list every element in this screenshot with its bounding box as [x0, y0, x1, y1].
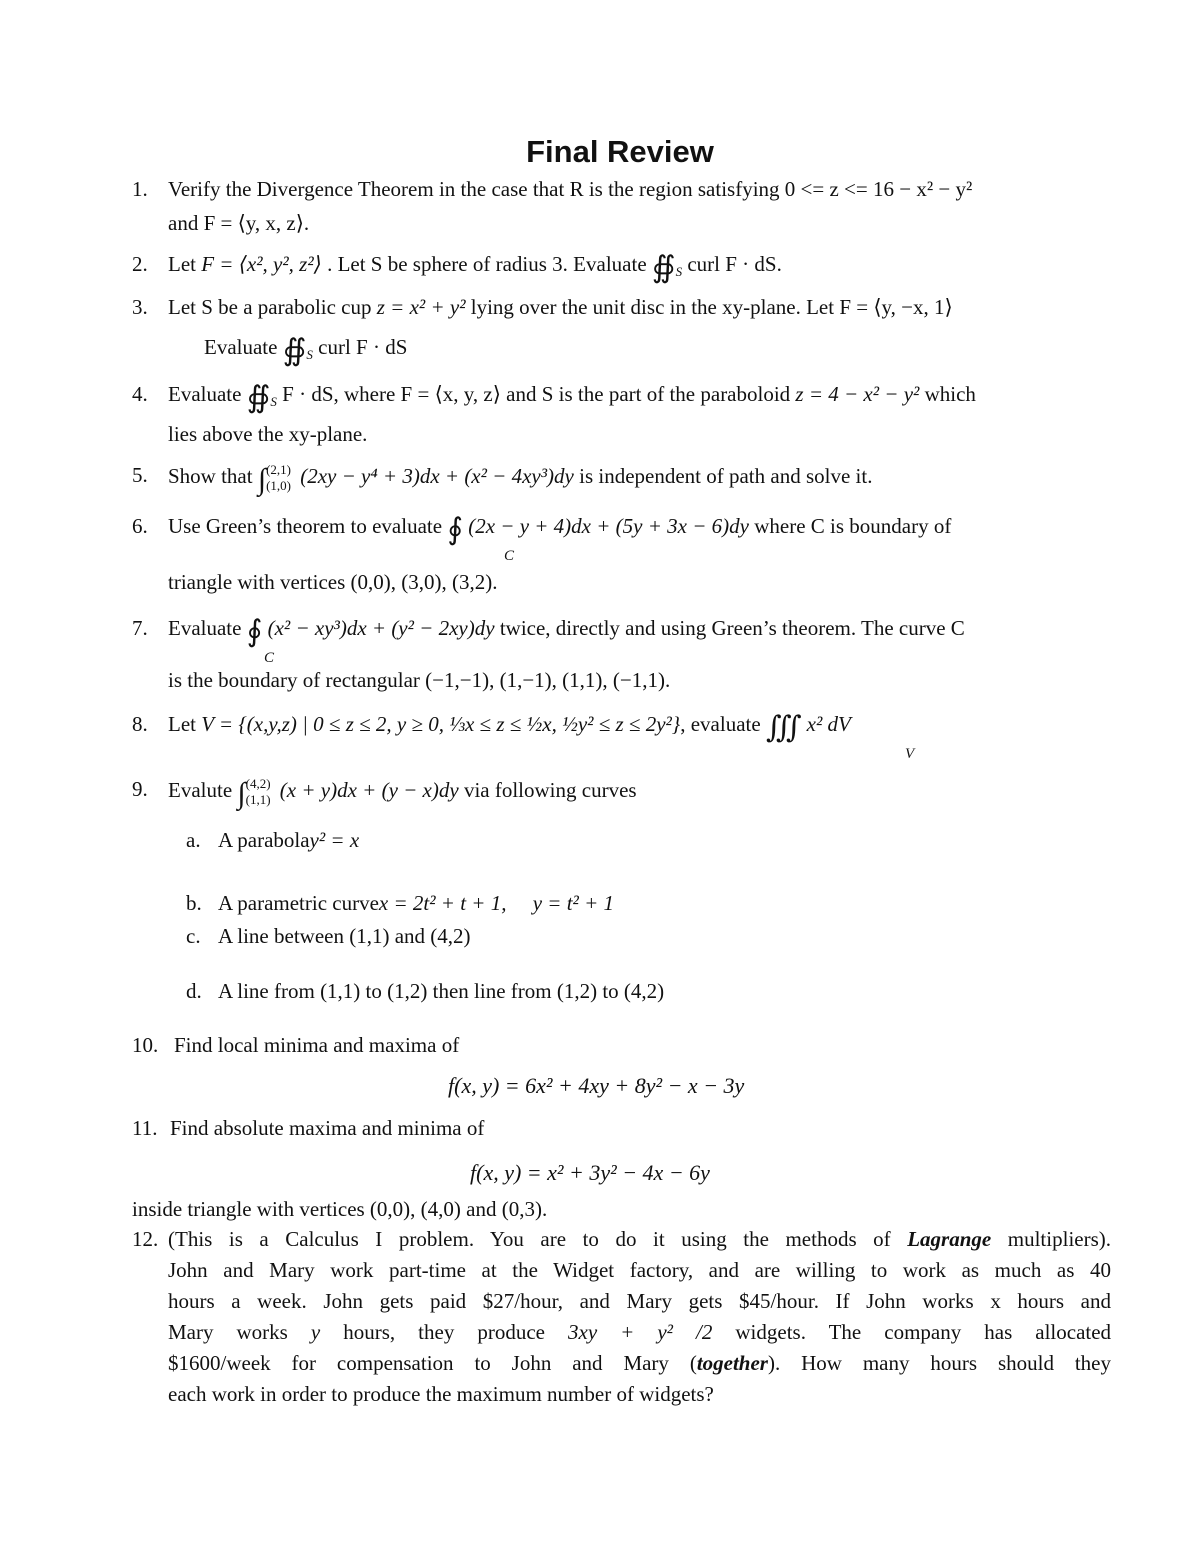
q3-line2: Evaluate $∯_S$ curl F · dS	[204, 334, 408, 367]
q1-number: 1.	[132, 177, 148, 201]
q8-integrand: x² dV	[806, 712, 851, 736]
q9-line	[168, 776, 637, 808]
q6-text-b: where C is boundary of	[754, 514, 952, 538]
q10-text: Find local minima and maxima of	[174, 1033, 460, 1057]
q2-let: Let	[168, 252, 196, 276]
q1-text: Verify the Divergence Theorem in the case that R is the region satisfying 0 <= z <= 16 − x² − y²	[168, 177, 973, 201]
q9a-text: A parabola	[218, 828, 310, 852]
q4-line: Evaluate $∯_S$ F · dS, where F = ⟨x, y, z⟩ and S is the part of the paraboloid z = 4 − x² − y² which	[168, 381, 976, 414]
q8-text-b: , evaluate	[680, 712, 761, 736]
q12-line5a: $1600/week for compensation to John and Mary (	[168, 1351, 697, 1375]
q5-text-a: Show that	[168, 463, 253, 488]
surface-integral-icon: ∯	[246, 381, 271, 414]
q12-lagrange: Lagrange	[907, 1227, 992, 1251]
q12-line1c: multipliers).	[1007, 1227, 1112, 1251]
q6-text-a: Use Green’s theorem to evaluate	[168, 514, 443, 538]
q6-number: 6.	[132, 514, 148, 538]
q3-number: 3.	[132, 295, 148, 319]
q4-evaluate: Evaluate	[168, 382, 242, 406]
q2-integrand: curl F · dS.	[687, 252, 782, 276]
q1-continuation: and F = ⟨y, x, z⟩.	[168, 211, 310, 235]
q12-number: 12.	[132, 1227, 159, 1251]
q3-surface: z = x² + y²	[376, 295, 466, 319]
q2-text: . Let S be sphere of radius 3. Evaluate	[327, 252, 647, 276]
q7-curve-label: C	[264, 650, 275, 666]
q9a-label: a.	[186, 828, 201, 852]
q5-line	[168, 462, 872, 494]
q3-text-a: Let S be a parabolic cup	[168, 295, 372, 319]
q10-formula: f(x, y) = 6x² + 4xy + 8y² − x − 3y	[448, 1073, 745, 1098]
q9d-label: d.	[186, 979, 202, 1003]
q9b-text: A parametric curve	[218, 891, 379, 915]
q6-line	[168, 513, 952, 546]
q8-let: Let	[168, 712, 196, 736]
q3-line	[168, 294, 953, 320]
surface-integral-icon: ∯	[651, 251, 676, 284]
q12-line4c: hours, they produce	[343, 1320, 545, 1344]
q11-number: 11.	[132, 1116, 158, 1140]
q7-line	[168, 615, 965, 648]
surface-integral-icon: ∯	[282, 334, 307, 367]
q5-expression: (2xy − y⁴ + 3)dx + (x² − 4xy³)dy	[300, 463, 574, 488]
q4-continuation: lies above the xy-plane.	[168, 422, 368, 446]
q2-number: 2.	[132, 252, 148, 276]
q11-formula: f(x, y) = x² + 3y² − 4x − 6y	[470, 1160, 710, 1185]
q11-continuation: inside triangle with vertices (0,0), (4,0) and (0,3).	[132, 1197, 548, 1221]
q9b-label: b.	[186, 891, 202, 915]
q3-integrand: curl F · dS	[318, 335, 408, 359]
q12-line1a: (This is a Calculus I problem. You are to do it using the methods of	[168, 1227, 891, 1251]
q4-text-b: F · dS, where F = ⟨x, y, z⟩ and S is the part of the paraboloid	[282, 382, 791, 406]
q6-curve-label: C	[504, 548, 515, 564]
q9c-text: A line between (1,1) and (4,2)	[218, 924, 471, 948]
q12-line3: hours a week. John gets paid $27/hour, and Mary gets $45/hour. If John works x hours and	[168, 1289, 1111, 1313]
q2-line: Let F = ⟨x², y², z²⟩ . Let S be sphere of radius 3. Evaluate $∯_S$ curl F · dS.	[168, 251, 782, 284]
q2-field: F = ⟨x², y², z²⟩	[201, 252, 322, 276]
q12-together: together	[696, 1351, 768, 1375]
q5-lower-limit: (1,0)	[266, 478, 291, 493]
contour-integral-icon: ∮	[246, 615, 263, 648]
q7-continuation: is the boundary of rectangular (−1,−1), (1,−1), (1,1), (−1,1).	[168, 668, 671, 692]
q12-line2: John and Mary work part-time at the Widget factory, and are willing to work as much as 40	[168, 1258, 1111, 1282]
q8-set: V = {(x,y,z) | 0 ≤ z ≤ 2, y ≥ 0, ⅓x ≤ z ≤ ½x, ½y² ≤ z ≤ 2y²}	[201, 712, 681, 736]
q5-upper-limit: (2,1)	[266, 462, 291, 477]
q12-line4a: Mary works	[168, 1320, 288, 1344]
q9a-line	[218, 827, 359, 853]
q9b-line	[218, 890, 614, 916]
q5-text-b: is independent of path and solve it.	[579, 463, 873, 488]
q12-widgets-formula: 3xy + y² /2	[568, 1320, 713, 1344]
q9-text-a: Evalute	[168, 777, 233, 802]
integral-icon: ∫	[257, 462, 267, 496]
q10-number: 10.	[132, 1033, 159, 1057]
q8-region-label: V	[905, 746, 915, 762]
page-title: Final Review	[526, 134, 714, 169]
q12-line6: each work in order to produce the maximum number of widgets?	[168, 1382, 714, 1406]
q9-text-b: via following curves	[463, 777, 637, 802]
integral-icon: ∫	[237, 776, 246, 810]
q4-number: 4.	[132, 382, 148, 406]
q11-text: Find absolute maxima and minima of	[170, 1116, 485, 1140]
q5-number: 5.	[132, 463, 148, 487]
q3-text-c: lying over the unit disc in the xy-plane. Let F = ⟨y, −x, 1⟩	[470, 295, 953, 319]
q12-line5	[168, 1348, 1111, 1379]
triple-integral-icon: ∭	[765, 711, 802, 744]
q8-line	[168, 711, 851, 744]
q8-number: 8.	[132, 712, 148, 736]
q12-line4e: widgets. The company has allocated	[735, 1320, 1112, 1344]
q9c-label: c.	[186, 924, 201, 948]
q7-text-a: Evaluate	[168, 616, 242, 640]
q7-expression: (x² − xy³)dx + (y² − 2xy)dy	[267, 616, 495, 640]
q6-line2	[168, 569, 498, 595]
q12-line5c: ). How many hours should they	[767, 1351, 1111, 1375]
contour-integral-icon: ∮	[447, 513, 463, 546]
q9d-text: A line from (1,1) to (1,2) then line from (1,2) to (4,2)	[218, 979, 665, 1003]
q9-expression: (x + y)dx + (y − x)dy	[279, 777, 459, 802]
q7-text-b: twice, directly and using Green’s theorem. The curve C	[499, 616, 965, 640]
q3-evaluate: Evaluate	[204, 335, 278, 359]
q6-expression: (2x − y + 4)dx + (5y + 3x − 6)dy	[468, 514, 749, 538]
q9-number: 9.	[132, 777, 148, 801]
q4-paraboloid: z = 4 − x² − y²	[795, 382, 920, 406]
q6-continuation: triangle with vertices	[168, 570, 346, 594]
q9-upper-limit: (4,2)	[245, 776, 271, 791]
q9-lower-limit: (1,1)	[245, 792, 271, 807]
q6-vertices: (0,0), (3,0), (3,2).	[350, 570, 498, 594]
q12-line1	[168, 1224, 1111, 1255]
q7-number: 7.	[132, 616, 148, 640]
q4-text-d: which	[924, 382, 976, 406]
q12-var-y: y	[310, 1320, 321, 1344]
q9a-math: y² = x	[309, 828, 360, 852]
q12-line4	[168, 1317, 1111, 1348]
q9b-math: x = 2t² + t + 1, y = t² + 1	[378, 891, 615, 915]
